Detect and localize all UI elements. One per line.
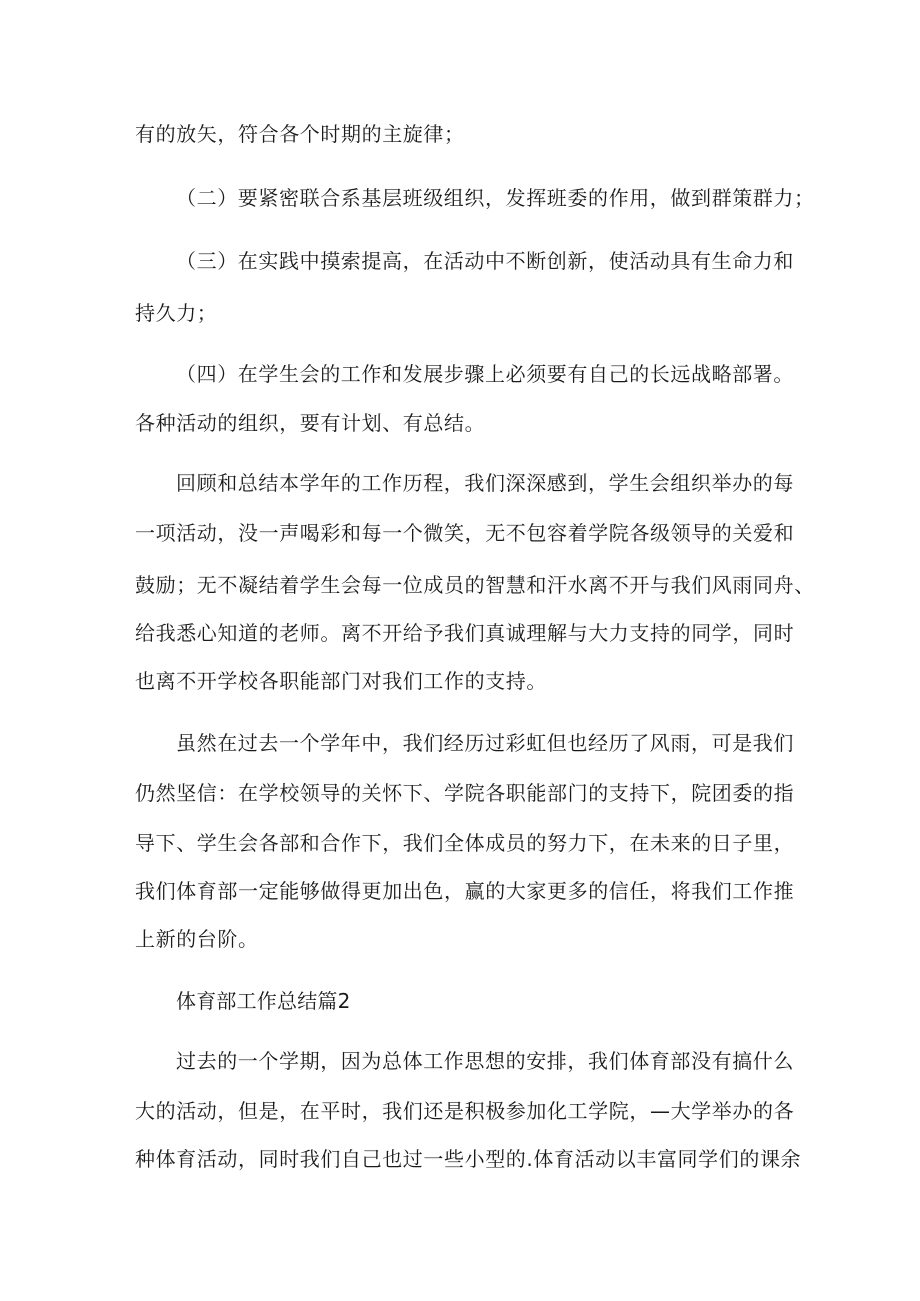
paragraph-line: 导下、学生会各部和合作下，我们全体成员的努力下，在未来的日子里， [135,831,795,855]
section-heading: 体育部工作总结篇2 [176,989,351,1013]
paragraph-line: 种体育活动，同时我们自己也过一些小型的.体育活动以丰富同学们的课余 [135,1147,802,1171]
paragraph-line: 上新的台阶。 [135,927,259,951]
paragraph-line: 一项活动，没一声喝彩和每一个微笑，无不包容着学院各级领导的关爱和 [135,521,795,545]
text-line: 各种活动的组织，要有计划、有总结。 [135,411,486,435]
list-item-3: （三）在实践中摸索提高，在活动中不断创新，使活动具有生命力和 [176,249,794,273]
list-item-2: （二）要紧密联合系基层班级组织，发挥班委的作用，做到群策群力； [176,186,815,210]
paragraph-line: 过去的一个学期，因为总体工作思想的安排，我们体育部没有搞什么 [176,1049,794,1073]
paragraph-line: 鼓励；无不凝结着学生会每一位成员的智慧和汗水离不开与我们风雨同舟、 [135,573,815,597]
list-item-4: （四）在学生会的工作和发展步骤上必须要有自己的长远战略部署。 [176,362,794,386]
text-line: 有的放矢，符合各个时期的主旋律； [135,122,465,146]
paragraph-line: 我们体育部一定能够做得更加出色，赢的大家更多的信任，将我们工作推 [135,879,795,903]
paragraph-line: 也离不开学校各职能部门对我们工作的支持。 [135,669,547,693]
paragraph-line: 给我悉心知道的老师。离不开给予我们真诚理解与大力支持的同学，同时 [135,621,795,645]
paragraph-line: 仍然坚信：在学校领导的关怀下、学院各职能部门的支持下，院团委的指 [135,781,795,805]
text-line: 持久力； [135,301,218,325]
paragraph-line: 虽然在过去一个学年中，我们经历过彩虹但也经历了风雨，可是我们 [176,731,794,755]
paragraph-line: 回顾和总结本学年的工作历程，我们深深感到，学生会组织举办的每 [176,471,794,495]
paragraph-line: 大的活动，但是，在平时，我们还是积极参加化工学院，—大学举办的各 [135,1099,795,1123]
